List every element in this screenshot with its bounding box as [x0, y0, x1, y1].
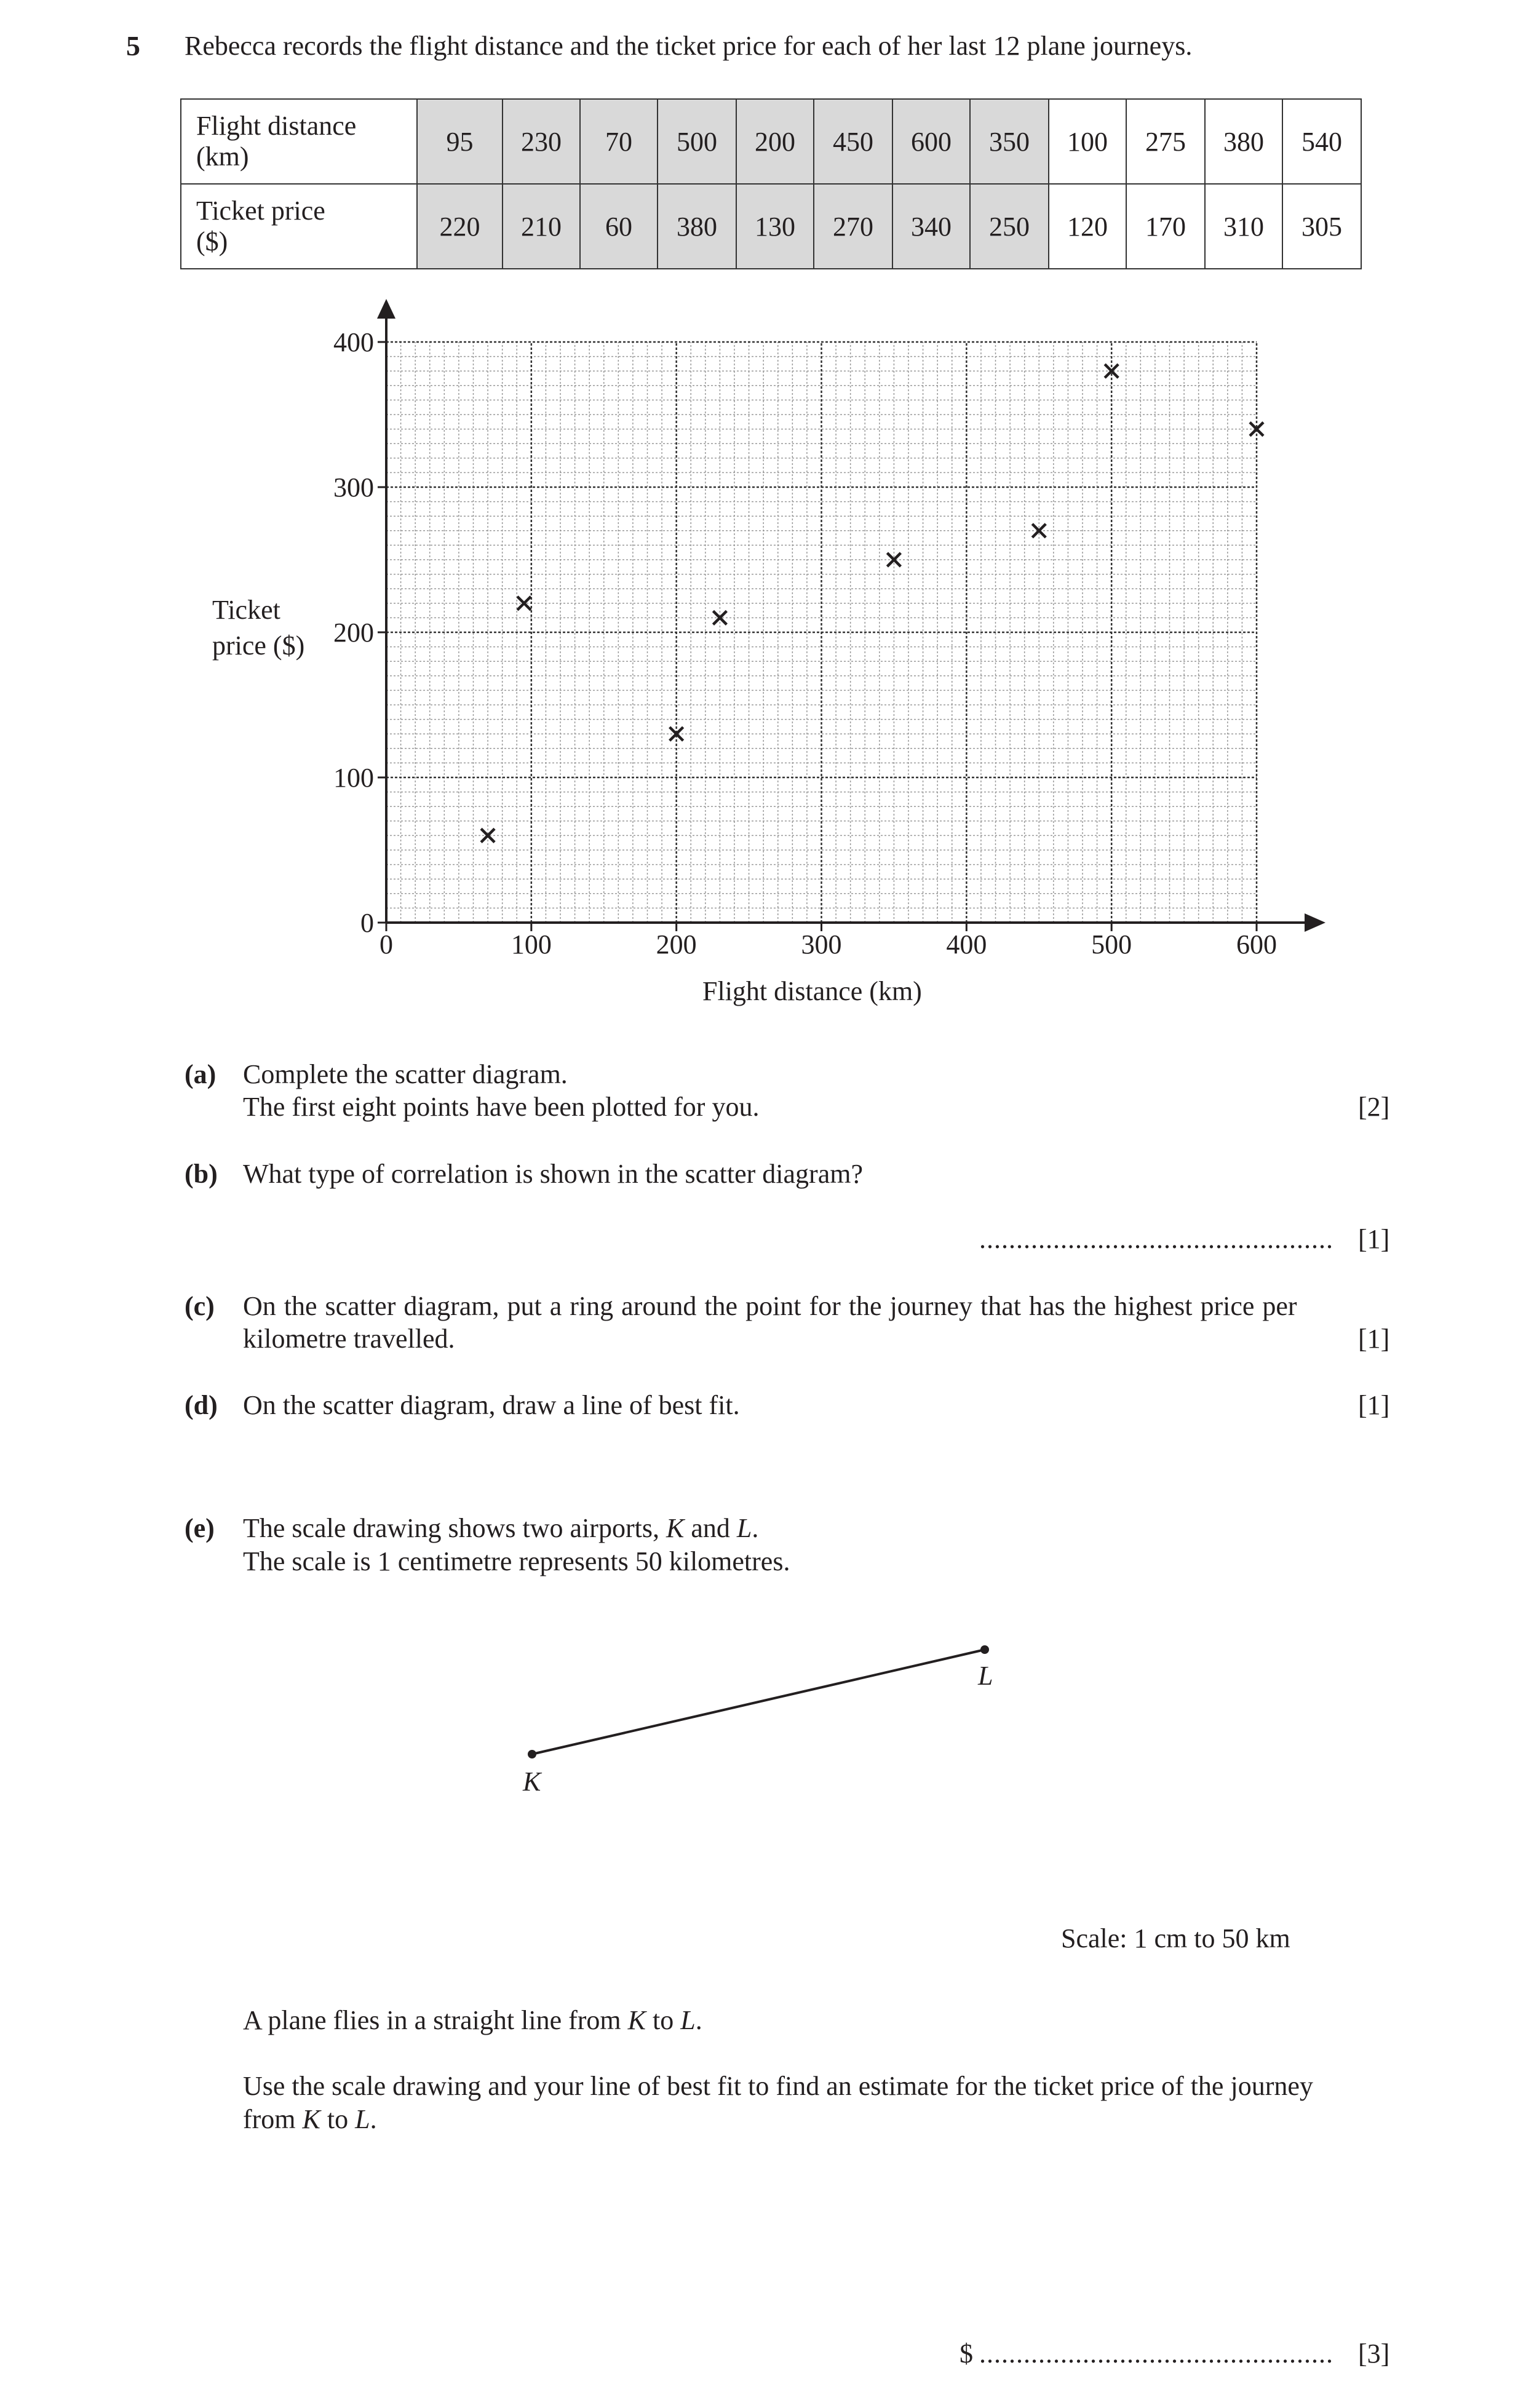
x-tick-label: 200 — [656, 929, 697, 960]
part-e-answer-line[interactable]: ................................................ — [979, 2338, 1333, 2369]
line-KL — [532, 1650, 985, 1754]
use-line1: Use the scale drawing and your line of best fit to find an estimate for the ticket price of the journey — [243, 2071, 1313, 2101]
part-e-label: (e) — [185, 1513, 215, 1543]
use-line2-text: from — [243, 2104, 303, 2134]
x-axis-arrow — [1305, 913, 1325, 932]
plane-dot: . — [695, 2005, 702, 2035]
axes — [377, 299, 1325, 932]
part-b-marks: [1] — [1358, 1224, 1390, 1254]
part-e-marks: [3] — [1358, 2338, 1390, 2369]
x-tick-label: 500 — [1091, 929, 1132, 960]
price-cell: 340 — [892, 184, 970, 269]
part-c-line1: On the scatter diagram, put a ring around the point for the journey that has the highest price per — [243, 1291, 1297, 1321]
plane-L: L — [680, 2005, 696, 2035]
point-L-label: L — [978, 1661, 993, 1691]
distance-cell: 100 — [1049, 99, 1126, 184]
price-header-line2: ($) — [196, 226, 228, 256]
distance-cell: 95 — [417, 99, 503, 184]
part-c-line2: kilometre travelled. — [243, 1324, 455, 1354]
price-row — [181, 184, 1361, 269]
part-a-line1: Complete the scatter diagram. — [243, 1059, 568, 1089]
part-d-label: (d) — [185, 1390, 218, 1420]
distance-header — [181, 99, 417, 184]
price-cell: 310 — [1205, 184, 1282, 269]
part-c-marks: [1] — [1358, 1324, 1390, 1354]
distance-cell: 70 — [580, 99, 658, 184]
distance-cell: 450 — [814, 99, 892, 184]
distance-header-line2: (km) — [196, 141, 249, 172]
distance-cell: 500 — [658, 99, 736, 184]
x-tick-label: 0 — [380, 929, 393, 960]
part-e-K: K — [666, 1513, 685, 1543]
y-tick-label: 200 — [333, 618, 374, 648]
part-e-line1-text: The scale drawing shows two airports, — [243, 1513, 666, 1543]
answer-dollar-sign: $ — [960, 2338, 973, 2369]
question-number: 5 — [126, 30, 140, 62]
use-K: K — [302, 2104, 320, 2134]
price-cell: 60 — [580, 184, 658, 269]
y-axis-arrow — [377, 299, 395, 319]
price-cell: 120 — [1049, 184, 1126, 269]
price-header — [181, 184, 417, 269]
price-cell: 210 — [503, 184, 580, 269]
scale-note: Scale: 1 cm to 50 km — [1061, 1923, 1290, 1953]
price-cell: 170 — [1126, 184, 1205, 269]
distance-cell: 275 — [1126, 99, 1205, 184]
distance-cell: 600 — [892, 99, 970, 184]
scale-drawing — [504, 1636, 1009, 1808]
part-a-marks: [2] — [1358, 1092, 1390, 1122]
x-tick-label: 400 — [946, 929, 987, 960]
price-cell: 220 — [417, 184, 503, 269]
y-axis-label-line2: price ($) — [212, 630, 305, 661]
data-table — [180, 98, 1362, 269]
part-b-text: What type of correlation is shown in the scatter diagram? — [243, 1159, 863, 1189]
part-b-answer-line[interactable]: ................................................ — [979, 1224, 1333, 1254]
plane-K: K — [627, 2005, 646, 2035]
use-L: L — [355, 2104, 370, 2134]
point-L-dot — [980, 1645, 989, 1654]
y-tick-label: 0 — [360, 908, 374, 938]
y-tick-label: 400 — [333, 327, 374, 357]
distance-cell: 230 — [503, 99, 580, 184]
price-cell: 270 — [814, 184, 892, 269]
distance-cell: 200 — [736, 99, 814, 184]
distance-header-line1: Flight distance — [196, 111, 357, 141]
part-e-line2: The scale is 1 centimetre represents 50 kilometres. — [243, 1546, 790, 1576]
plane-sentence-text: A plane flies in a straight line from — [243, 2005, 628, 2035]
use-line2 — [243, 2103, 377, 2136]
part-e-line1 — [243, 1512, 758, 1545]
distance-cell: 540 — [1282, 99, 1361, 184]
x-tick-label: 300 — [801, 929, 842, 960]
use-to: to — [320, 2104, 356, 2134]
part-d-text: On the scatter diagram, draw a line of best fit. — [243, 1390, 740, 1420]
price-cell: 250 — [970, 184, 1049, 269]
question-intro: Rebecca records the flight distance and the ticket price for each of her last 12 plane journeys. — [185, 31, 1193, 61]
distance-cell: 350 — [970, 99, 1049, 184]
part-e-and: and — [684, 1513, 737, 1543]
price-cell: 380 — [658, 184, 736, 269]
point-K-dot — [528, 1750, 536, 1758]
part-d-marks: [1] — [1358, 1390, 1390, 1420]
price-cell: 305 — [1282, 184, 1361, 269]
point-K-label: K — [523, 1766, 541, 1797]
plane-sentence — [243, 2004, 702, 2037]
part-b-label: (b) — [185, 1159, 218, 1189]
x-axis-label: Flight distance (km) — [702, 976, 922, 1006]
y-tick-label: 300 — [333, 472, 374, 503]
distance-row — [181, 99, 1361, 184]
x-tick-label: 100 — [511, 929, 552, 960]
use-dot: . — [370, 2104, 377, 2134]
plane-to: to — [645, 2005, 681, 2035]
price-header-line1: Ticket price — [196, 196, 325, 226]
part-c-label: (c) — [185, 1291, 215, 1321]
part-a-label: (a) — [185, 1059, 217, 1089]
part-e-L: L — [736, 1513, 752, 1543]
part-a-line2: The first eight points have been plotted for you. — [243, 1092, 760, 1122]
distance-cell: 380 — [1205, 99, 1282, 184]
x-tick-label: 600 — [1236, 929, 1277, 960]
part-e-dot: . — [752, 1513, 759, 1543]
price-cell: 130 — [736, 184, 814, 269]
y-axis-label-line1: Ticket — [212, 595, 280, 625]
y-tick-label: 100 — [333, 763, 374, 793]
